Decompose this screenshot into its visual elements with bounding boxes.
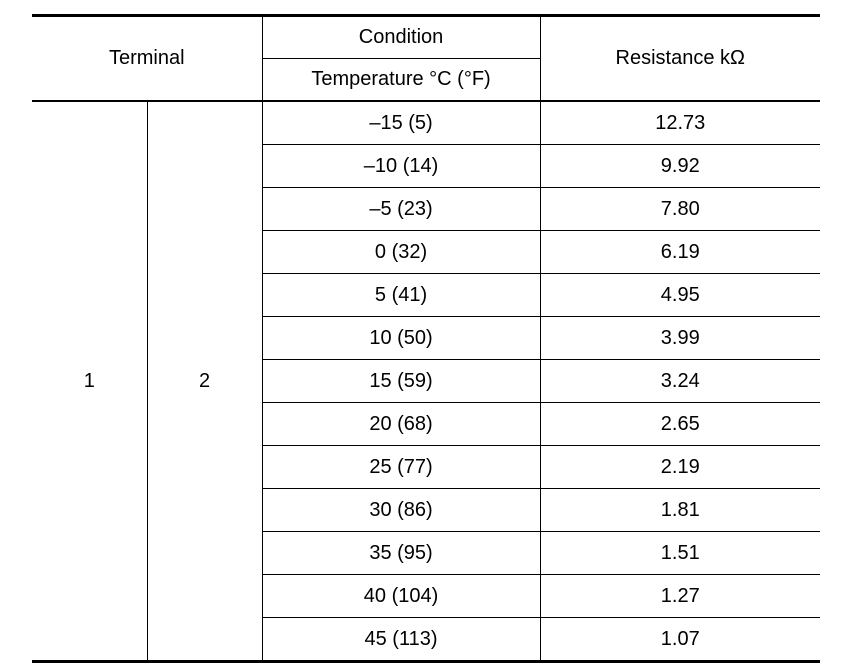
terminal-2-cell: 2: [147, 101, 262, 662]
resistance-cell: 3.99: [540, 317, 820, 360]
temperature-cell: 40 (104): [262, 575, 540, 618]
temperature-cell: –15 (5): [262, 101, 540, 145]
terminal-header: Terminal: [32, 16, 262, 102]
temperature-cell: 25 (77): [262, 446, 540, 489]
temperature-cell: 35 (95): [262, 532, 540, 575]
resistance-cell: 4.95: [540, 274, 820, 317]
temperature-cell: 5 (41): [262, 274, 540, 317]
temperature-header: Temperature °C (°F): [262, 59, 540, 102]
resistance-spec-table: [32, 14, 820, 663]
resistance-cell: 6.19: [540, 231, 820, 274]
resistance-cell: 12.73: [540, 101, 820, 145]
temperature-cell: 0 (32): [262, 231, 540, 274]
resistance-cell: 2.65: [540, 403, 820, 446]
temperature-cell: –10 (14): [262, 145, 540, 188]
condition-header: Condition: [262, 16, 540, 59]
temperature-cell: –5 (23): [262, 188, 540, 231]
temperature-cell: 10 (50): [262, 317, 540, 360]
resistance-cell: 1.07: [540, 618, 820, 662]
terminal-1-cell: 1: [32, 101, 147, 662]
resistance-cell: 1.81: [540, 489, 820, 532]
resistance-cell: 2.19: [540, 446, 820, 489]
table-body: [32, 101, 820, 662]
temperature-cell: 15 (59): [262, 360, 540, 403]
temperature-cell: 30 (86): [262, 489, 540, 532]
temperature-cell: 20 (68): [262, 403, 540, 446]
resistance-cell: 3.24: [540, 360, 820, 403]
resistance-cell: 1.27: [540, 575, 820, 618]
resistance-cell: 1.51: [540, 532, 820, 575]
table-row: [32, 101, 820, 145]
resistance-cell: 9.92: [540, 145, 820, 188]
temperature-cell: 45 (113): [262, 618, 540, 662]
resistance-cell: 7.80: [540, 188, 820, 231]
resistance-header: Resistance kΩ: [540, 16, 820, 102]
header-row-1: [32, 16, 820, 59]
